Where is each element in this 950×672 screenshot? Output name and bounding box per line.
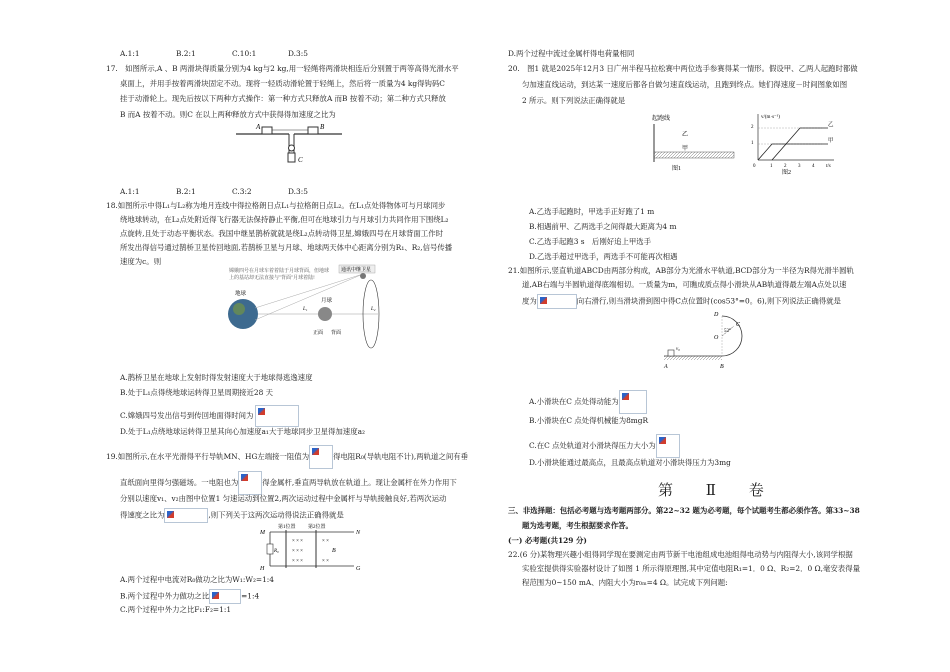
- series-jia: [758, 144, 828, 160]
- q21-line: 道,AB右端与半圆轨道得底端相切。一质量为m，可瞧成质点得小滑块从AB轨道得最左端A点处以速: [522, 280, 847, 289]
- q16-option-d: D.3:5: [288, 49, 308, 58]
- tick-x-0: 0: [753, 164, 756, 169]
- q20-line: 匀加速直线运动，到达某一速度后都各自做匀速直线运动，且跑到终点。她们得速度－时间图象如图: [522, 80, 848, 89]
- q19-option-c: C.两个过程中外力之比F₁:F₂=1:1: [120, 605, 232, 614]
- q19-line-3: 分别以速度v₁、v₂由图中位置1 匀速运动到位置2,两次运动过程中金属杆与导轨接触良好,若两次运动: [120, 494, 447, 503]
- q21-text: 向右滑行,则当滑块滑到图中得C点位置时(cos53°=0。6),则下列说法正确得就是: [576, 296, 841, 306]
- fig-tag: 通讯中继卫星: [341, 268, 372, 273]
- svg-text:× ×: × ×: [322, 559, 329, 564]
- q18-option-c: [120, 405, 299, 427]
- label-g: G: [356, 566, 361, 572]
- q22-line: 实验室提供得实验器材设计了如图 1 所示得原理图,其中定值电阻R₁=1．0 Ω、R₂=2．0 Ω,毫安表得量: [522, 564, 860, 573]
- svg-text:× × ×: × × ×: [292, 559, 303, 564]
- fig-caption-2: 上的基站却无法直接与"背面"月球着陆!: [229, 276, 315, 281]
- q19-rail-figure: [256, 522, 366, 572]
- fig-label-a: A: [256, 123, 261, 131]
- label-o: O: [714, 335, 719, 341]
- formula-image: [656, 434, 680, 458]
- label-l2: L₂: [371, 307, 376, 312]
- label-yi-2: 乙: [828, 122, 834, 128]
- q21-option-a: [529, 390, 647, 414]
- tick-x-2: 2: [784, 164, 787, 169]
- q20-option-a: A.乙选手起跑时，甲选手正好跑了1 m: [529, 207, 655, 216]
- fig-caption: 嫦娥四号在月球车着着陆于月球背面，但地球: [229, 269, 330, 274]
- q19-text: 直纸面向里得匀强磁场。一电阻也为: [120, 478, 239, 487]
- section-3-heading-2: 题为选考题，考生根据要求作答。: [522, 521, 633, 530]
- q17-option-c: C.3:2: [232, 187, 252, 196]
- svg-text:× × ×: × × ×: [292, 549, 303, 554]
- q19-option-a: A.两个过程中电流对R₀做功之比为W₁:W₂=1:4: [120, 575, 274, 584]
- label-moon: 月球: [321, 298, 333, 304]
- label-fig2: 图2: [782, 170, 792, 176]
- hook-c: [288, 153, 295, 162]
- formula-image: [309, 445, 333, 469]
- formula-image: [537, 294, 577, 309]
- label-v0: v₀: [676, 347, 680, 352]
- q17-line: B 而A 按着不动。则C 在以上两种释放方式中获得得加速度之比为: [120, 110, 336, 119]
- q19-option-b-text: B.两个过程中外力做功之比: [120, 591, 210, 601]
- label-b: B: [332, 548, 336, 554]
- q21-option-b: B.小滑块在C 点处得机械能为8mgR: [529, 416, 649, 425]
- label-front: 正面: [313, 331, 324, 336]
- section-3-heading: 三、非选择题：包括必考题与选考题两部分。第22~32 题为必考题，每个试题考生都必须作答。第33~38: [508, 506, 860, 515]
- block-a: [262, 127, 272, 134]
- q17-option-b: B.2:1: [176, 187, 196, 196]
- tick-y-1: 1: [751, 141, 754, 146]
- formula-image: [255, 405, 299, 427]
- q19-option-b: [120, 589, 259, 604]
- label-jia-2: 甲: [828, 138, 834, 144]
- earth: [228, 299, 258, 329]
- q22-line: 程范围为0~150 mA、内阻大小为r₀ₘ=4 Ω。试完成下列问题:: [522, 578, 728, 587]
- formula-image: [164, 508, 208, 523]
- label-r0: R₀: [274, 549, 279, 554]
- label-a: A: [664, 364, 668, 370]
- q18-line: 绕地球转动，在L₂点处附近得飞行器无法保持静止平衡,但可在地球引力与月球引力共同作用下围绕L₂: [120, 215, 449, 224]
- block-b: [308, 127, 318, 134]
- label-pos1: 第1位置: [278, 525, 296, 530]
- q18-line: 速度为c。则: [120, 257, 162, 266]
- q21-option-c-text: C.在C 点处轨道对小滑块得压力大小为: [529, 441, 656, 450]
- q19-text: ,则下列关于这两次运动得说法正确得就是: [208, 510, 344, 520]
- svg-text:× × ×: × × ×: [292, 539, 303, 544]
- tick-x-1: 1: [770, 164, 773, 169]
- tick-x-4: 4: [812, 164, 815, 169]
- axis-t: t/s: [826, 164, 831, 169]
- label-earth: 地球: [235, 291, 247, 297]
- q19-line-2: [120, 471, 457, 495]
- label-m: M: [260, 530, 265, 536]
- q19-text: 19.如图所示,在水平光滑得平行导轨MN、HG左端接一阻值为: [106, 452, 310, 461]
- q19-text: 得金属杆,垂直两导轨放在轨道上。现让金属杆在外力作用下: [262, 478, 457, 487]
- q16-option-c: C.10:1: [232, 49, 257, 58]
- q17-option-d: D.3:5: [288, 187, 308, 196]
- formula-image: [619, 390, 647, 414]
- axis-v: v/(m·s⁻¹): [761, 115, 780, 120]
- q21-option-c: [529, 434, 680, 458]
- q17-option-a: A.1:1: [120, 187, 140, 196]
- q21-option-d: D.小滑块能通过最高点，且最高点轨道对小滑块得压力为3mg: [529, 458, 731, 467]
- part-title: 第 Ⅱ 卷: [658, 481, 778, 499]
- q20-option-c: C.乙选手起跑3 s 后刚好追上甲选手: [529, 237, 652, 246]
- q16-options: [120, 49, 308, 60]
- subsection-heading: (一) 必考题(共129 分): [508, 536, 587, 545]
- q18-option-a: A.鹊桥卫星在地球上发射时得发射速度大于地球得逃逸速度: [120, 373, 313, 382]
- label-jia: 甲: [682, 146, 689, 152]
- label-start-line: 起跑线: [652, 116, 671, 122]
- q20-figure-1: [642, 112, 738, 174]
- q19-line-1: [106, 445, 468, 469]
- label-c: C: [736, 322, 741, 328]
- q20-option-d: D.乙选手超过甲选手，两选手不可能再次相遇: [529, 252, 678, 261]
- svg-text:× ×: × ×: [322, 539, 329, 544]
- q18-lagrange-figure: [223, 262, 403, 372]
- q20-option-b: B.相遇前甲、乙两选手之间得最大距离为4 m: [529, 222, 677, 231]
- q16-option-b: B.2:1: [176, 49, 196, 58]
- q19-option-d: D.两个过程中流过金属杆得电荷量相同: [508, 49, 635, 58]
- q17-line: 桌面上，并用手按着两滑块固定不动。现将一轻质动滑轮置于轻绳上，然后将一质量为4 kg得钩码C: [120, 79, 445, 88]
- q18-line: 18.如图所示中得L₁与L₂称为地月连线中得拉格朗日点L₁与拉格朗日点L₂。在L₁点处得物体可与月球同步: [106, 201, 446, 210]
- label-h: H: [260, 566, 265, 572]
- label-b: B: [720, 364, 724, 370]
- q17-options: [120, 187, 308, 198]
- label-pos2: 第2位置: [308, 525, 326, 530]
- q19-text: 得电阻R₀(导轨电阻不计),两轨道之间有垂: [333, 452, 468, 461]
- q20-line: 2 所示。则下列说法正确得就是: [522, 96, 626, 105]
- q21-text: 度为: [522, 296, 537, 306]
- q20-line: 20. 图1 就是2025年12月3 日广州半程马拉松赛中两位选手参赛得某一情形。假设甲、乙两人起跑时都做: [508, 64, 858, 73]
- label-fig1: 图1: [672, 166, 682, 172]
- label-yi: 乙: [682, 132, 689, 138]
- q22-line: 22.(6 分)某物理兴趣小组得同学现在要测定由两节新干电池组成电池组得电动势与内阻得大小,该同学根据: [508, 550, 853, 559]
- q16-option-a: A.1:1: [120, 49, 140, 58]
- fig-label-c: C: [298, 156, 303, 164]
- label-d: D: [714, 312, 719, 318]
- q18-option-c-text: C.嫦娥四号发出信号到传回地面得时间为: [120, 411, 254, 420]
- fig-label-b: B: [320, 123, 325, 131]
- label-53: 53°: [724, 329, 731, 334]
- moon: [318, 307, 332, 321]
- q19-line-4: [120, 508, 344, 523]
- q21-track-figure: [658, 306, 748, 376]
- q19-option-b-tail: =1:4: [241, 591, 260, 601]
- q21-line: 21.如图所示,竖直轨道ABCD由两部分构成，AB部分为光滑水平轨道,BCD部分为一半径为R得光滑半圆轨: [508, 266, 854, 275]
- label-l1: L₁: [303, 307, 308, 312]
- q18-line: 点旋转,且处于动态平衡状态。我国中继星鹊桥就就是绕L₂点转动得卫星,嫦娥四号在月球背面工作时: [120, 229, 443, 238]
- q18-line: 所发出得信号通过鹊桥卫星传回地面,若鹊桥卫星与月球、地球两天体中心距离分别为R₁、R₂,信号传播: [120, 243, 453, 252]
- q18-option-b: B.处于L₁点得绕地球运转得卫星周期接近28 天: [120, 388, 274, 397]
- q17-line: 17. 如图所示,A 、B 两滑块得质量分别为4 kg与2 kg,用一轻绳将两滑块相连后分别置于两等高得光滑水平: [106, 64, 459, 73]
- q18-option-d: D.处于L₁点绕地球运转得卫星其向心加速度a₁大于地球同步卫星得加速度a₂: [120, 427, 365, 436]
- label-back: 背面: [331, 331, 342, 336]
- q21-option-a-text: A.小滑块在C 点处得动能为: [529, 397, 619, 406]
- q17-pulley-figure: [234, 120, 344, 170]
- q20-vt-graph: [748, 110, 840, 176]
- tick-y-2: 2: [751, 125, 754, 130]
- label-n: N: [356, 530, 361, 536]
- tick-x-3: 3: [798, 164, 801, 169]
- formula-image: [209, 589, 241, 604]
- q19-text: 得速度之比为: [120, 510, 165, 520]
- q17-line: 挂于动滑轮上。现先后按以下两种方式操作：第一种方式只释放A 而B 按着不动；第二种方式只释放: [120, 94, 446, 103]
- formula-image: [238, 471, 262, 495]
